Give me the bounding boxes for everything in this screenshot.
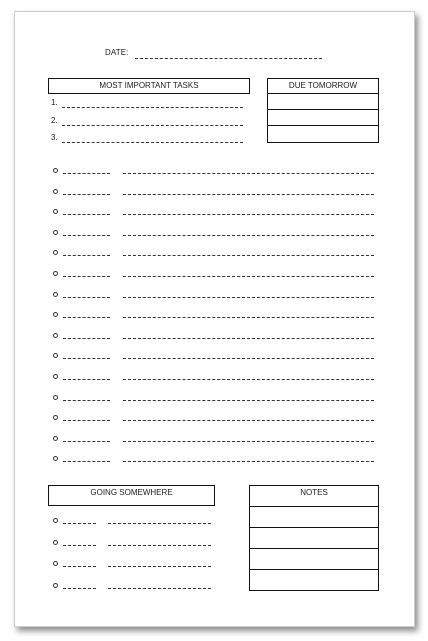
trip-long-line[interactable] — [108, 566, 211, 567]
trip-long-line[interactable] — [108, 588, 211, 589]
trip-short-line[interactable] — [63, 566, 96, 567]
checkbox-circle-icon[interactable] — [53, 250, 58, 255]
going-somewhere-header: GOING SOMEWHERE — [48, 485, 215, 506]
task-short-line[interactable] — [63, 338, 110, 339]
due-tomorrow-row[interactable] — [267, 109, 379, 126]
task-long-line[interactable] — [123, 173, 374, 174]
task-short-line[interactable] — [63, 297, 110, 298]
task-long-line[interactable] — [123, 461, 374, 462]
task-short-line[interactable] — [63, 420, 110, 421]
notes-header: NOTES — [249, 485, 379, 507]
checkbox-circle-icon[interactable] — [53, 518, 58, 523]
due-tomorrow-row[interactable] — [267, 125, 379, 143]
task-short-line[interactable] — [63, 461, 110, 462]
trip-long-line[interactable] — [108, 545, 211, 546]
task-long-line[interactable] — [123, 214, 374, 215]
notes-row[interactable] — [249, 527, 379, 549]
checkbox-circle-icon[interactable] — [53, 436, 58, 441]
task-long-line[interactable] — [123, 297, 374, 298]
task-long-line[interactable] — [123, 441, 374, 442]
task-long-line[interactable] — [123, 400, 374, 401]
task-long-line[interactable] — [123, 338, 374, 339]
checkbox-circle-icon[interactable] — [53, 583, 58, 588]
important-task-line[interactable] — [62, 107, 243, 108]
task-long-line[interactable] — [123, 194, 374, 195]
task-long-line[interactable] — [123, 255, 374, 256]
task-short-line[interactable] — [63, 317, 110, 318]
task-short-line[interactable] — [63, 255, 110, 256]
task-short-line[interactable] — [63, 358, 110, 359]
task-short-line[interactable] — [63, 194, 110, 195]
important-tasks-header: MOST IMPORTANT TASKS — [48, 78, 250, 94]
important-task-line[interactable] — [62, 142, 243, 143]
task-short-line[interactable] — [63, 379, 110, 380]
due-tomorrow-header: DUE TOMORROW — [267, 78, 379, 94]
checkbox-circle-icon[interactable] — [53, 271, 58, 276]
task-number: 2. — [51, 116, 58, 125]
planner-page — [14, 11, 415, 627]
trip-short-line[interactable] — [63, 545, 96, 546]
task-number: 3. — [51, 133, 58, 142]
task-short-line[interactable] — [63, 400, 110, 401]
notes-row[interactable] — [249, 548, 379, 570]
task-short-line[interactable] — [63, 276, 110, 277]
important-task-line[interactable] — [62, 125, 243, 126]
checkbox-circle-icon[interactable] — [53, 312, 58, 317]
task-short-line[interactable] — [63, 441, 110, 442]
due-tomorrow-row[interactable] — [267, 93, 379, 110]
notes-row[interactable] — [249, 506, 379, 528]
task-long-line[interactable] — [123, 358, 374, 359]
trip-short-line[interactable] — [63, 523, 96, 524]
task-number: 1. — [51, 98, 58, 107]
checkbox-circle-icon[interactable] — [53, 374, 58, 379]
task-long-line[interactable] — [123, 379, 374, 380]
trip-long-line[interactable] — [108, 523, 211, 524]
trip-short-line[interactable] — [63, 588, 96, 589]
checkbox-circle-icon[interactable] — [53, 353, 58, 358]
checkbox-circle-icon[interactable] — [53, 415, 58, 420]
notes-row[interactable] — [249, 569, 379, 591]
task-long-line[interactable] — [123, 235, 374, 236]
date-label: DATE: — [105, 48, 129, 57]
checkbox-circle-icon[interactable] — [53, 456, 58, 461]
checkbox-circle-icon[interactable] — [53, 209, 58, 214]
checkbox-circle-icon[interactable] — [53, 230, 58, 235]
task-long-line[interactable] — [123, 317, 374, 318]
checkbox-circle-icon[interactable] — [53, 292, 58, 297]
task-short-line[interactable] — [63, 214, 110, 215]
task-long-line[interactable] — [123, 276, 374, 277]
checkbox-circle-icon[interactable] — [53, 395, 58, 400]
checkbox-circle-icon[interactable] — [53, 168, 58, 173]
checkbox-circle-icon[interactable] — [53, 333, 58, 338]
task-short-line[interactable] — [63, 173, 110, 174]
checkbox-circle-icon[interactable] — [53, 561, 58, 566]
date-line[interactable] — [135, 58, 322, 59]
checkbox-circle-icon[interactable] — [53, 189, 58, 194]
checkbox-circle-icon[interactable] — [53, 540, 58, 545]
task-short-line[interactable] — [63, 235, 110, 236]
task-long-line[interactable] — [123, 420, 374, 421]
